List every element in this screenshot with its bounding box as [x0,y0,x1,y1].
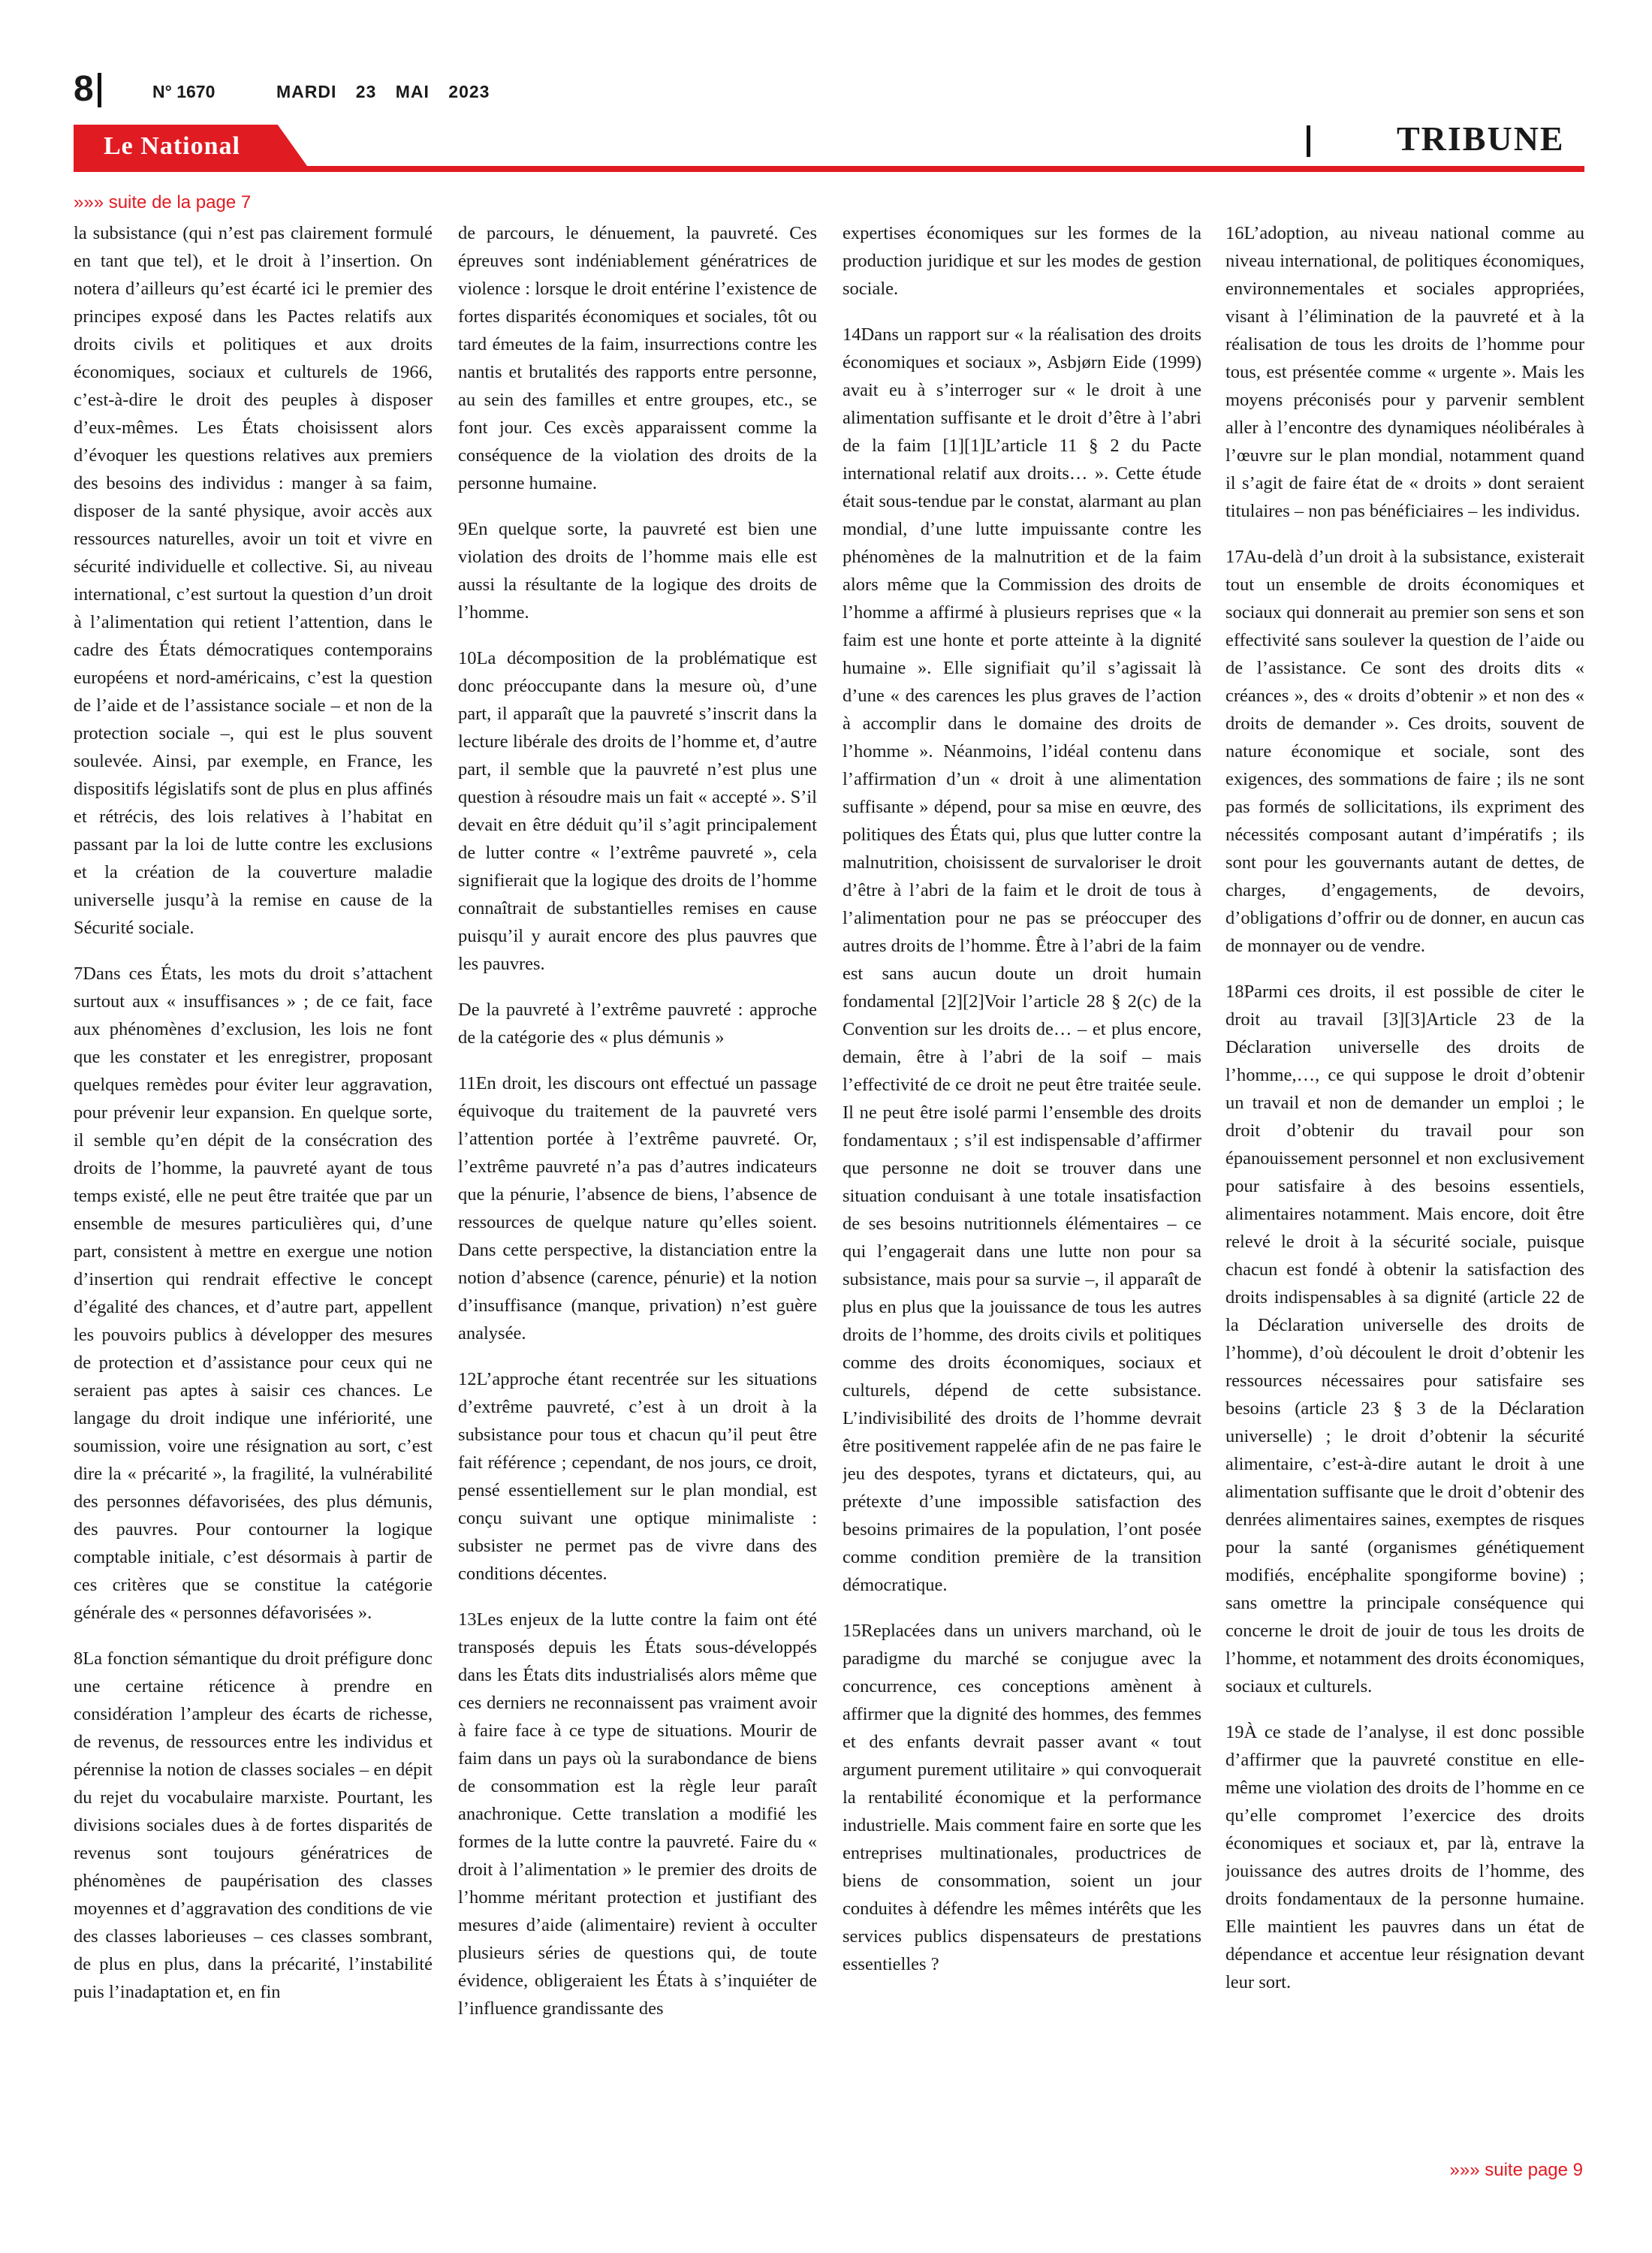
section-rubric: TRIBUNE [1397,119,1565,158]
paragraph: 16L’adoption, au niveau national comme au niveau international, de politiques économiques, environnementales et sociales appropriées, visant à l’élimination de la pauvreté et à la réalisation de tous les droits de l’homme pour tous, est présentée comme « urgente ». Mais les moyens préconisés pour y parvenir semblent aller à l’encontre des dynamiques néolibérales à l’œuvre sur le plan mondial, notamment quand il s’agit de faire état de « droits » dont seraient titulaires – non pas bénéficiaires – les individus. [1225,223,1584,521]
continued-from-link[interactable]: »»» suite de la page 7 [74,192,252,213]
paragraph: 9En quelque sorte, la pauvreté est bien une violation des droits de l’homme mais elle est aussi la résultante de la logique des droits de l’homme. [458,519,817,623]
issue-number: N° 1670 [152,82,216,101]
paragraph: 12L’approche étant recentrée sur les situations d’extrême pauvreté, c’est à un droit à la subsistance pour tous et chacun qu’il peut être fait référence ; cependant, de nos jours, ce droit, pensé essentiellement sur le plan mondial, est conçu suivant une optique minimaliste : subsister ne permet pas de vivre dans des conditions décentes. [458,1369,817,1584]
paragraph: la subsistance (qui n’est pas clairement formulé en tant que tel), et le droit à l’insertion. On notera d’ailleurs qu’est écarté ici le premier des principes exposé dans les Pactes relatifs aux droits civils et politiques et aux droits économiques, sociaux et culturels de 1966, c’est-à-dire le droit des peuples à disposer d’eux-mêmes. Les États choisissent alors d’évoquer les questions relatives aux premiers des besoins des individus : manger à sa faim, disposer de la santé physique, avoir accès aux ressources naturelles, avoir un toit et vivre en sécurité individuelle et collective. Si, au niveau international, c’est surtout la question d’un droit à l’alimentation qui retient l’attention, dans le cadre des États démocratiques contemporains européens et nord-américains, c’est la question de l’aide et de l’assistance sociale – et non de la protection sociale –, qui est le plus souvent soulevée. Ainsi, par exemple, en France, les dispositifs législatifs sont de plus en plus affinés et rétrécis, des lois relatives à l’habitat en passant par la loi de lutte contre les exclusions et la création de la couverture maladie universelle jusqu’à la remise en cause de la Sécurité sociale. [74,223,433,938]
paragraph: 10La décomposition de la problématique est donc préoccupante dans la mesure où, d’une part, il apparaît que la pauvreté s’inscrit dans la lecture libérale des droits de l’homme et, d’autre part, il semble que la pauvreté n’est plus une question à résoudre mais un fait « accepté ». S’il devait en être déduit qu’il s’agit principalement de lutter contre « l’extrême pauvreté », cela signifierait que la logique des droits de l’homme connaîtrait de substantielles remises en cause puisqu’il y aurait encore des plus pauvres que les pauvres. [458,648,817,974]
continued-to-link[interactable]: »»» suite page 9 [1449,2160,1583,2180]
article-body [74,219,1584,2153]
paragraph: 13Les enjeux de la lutte contre la faim ont été transposés depuis les États sous-développés dans les États dits industrialisés alors même que ces derniers ne reconnaissent pas vraiment avoir à faire face à ce type de situations. Mourir de faim dans un pays où la surabondance de biens de consommation est la règle leur paraît anachronique. Cette translation a modifié les formes de la lutte contre la pauvreté. Faire du « droit à l’alimentation » le premier des droits de l’homme méritant protection et justifiant des mesures d’aide (alimentaire) revient à occulter plusieurs séries de questions qui, de toute évidence, obligeraient les États à s’inquiéter de l’influence grandissante des [458,1609,817,2019]
column-2 [458,219,817,2153]
paragraph: 8La fonction sémantique du droit préfigure donc une certaine réticence à prendre en considération l’ampleur des écarts de richesse, de revenus, de ressources entre les individus et pérennise la notion de classes sociales – en dépit du rejet du vocabulaire marxiste. Pourtant, les divisions sociales dues à de fortes disparités de revenus sont toujours génératrices de phénomènes de paupérisation des classes moyennes et d’aggravation des conditions de vie des classes laborieuses – ces classes sombrant, de plus en plus, dans la précarité, l’instabilité puis l’inadaptation et, en fin [74,1648,433,2002]
page-number: 8 [74,69,94,109]
paragraph: 15Replacées dans un univers marchand, où le paradigme du marché se conjugue avec la concurrence, ces conceptions amènent à affirmer que la dignité des hommes, des femmes et des enfants devrait passer avant « tout argument purement utilitaire » qui convoquerait la rentabilité économique et la performance industrielle. Mais comment faire en sorte que les entreprises multinationales, productrices de biens de consommation, soient un jour conduites à défendre les mêmes intérêts que les services publics dispensateurs de prestations essentielles ? [843,1621,1201,1974]
rubric-divider [1307,125,1310,157]
paragraph: 19À ce stade de l’analyse, il est donc possible d’affirmer que la pauvreté constitue en elle-même une violation des droits de l’homme en ce qu’elle compromet l’exercice des droits économiques et sociaux et, par là, entrave la jouissance des autres droits de l’homme, des droits fondamentaux de la personne humaine. Elle maintient les pauvres dans un état de dépendance et accentue leur résignation devant leur sort. [1225,1722,1584,1992]
masthead [74,71,1583,116]
paragraph: 7Dans ces États, les mots du droit s’attachent surtout aux « insuffisances » ; de ce fait, face aux phénomènes d’exclusion, les lois ne font que les constater et les enregistrer, proposant quelques remèdes pour éviter leur aggravation, pour prévenir leur expansion. En quelque sorte, il semble qu’en dépit de la consécration des droits de l’homme, la pauvreté ayant de tous temps existé, elle ne peut être traitée que par un ensemble de mesures particulières qui, d’une part, consistent à mettre en exergue une notion d’insertion qui rendrait effective le concept d’égalité des chances, et d’autre part, appellent les pouvoirs publics à développer des mesures de protection et d’assistance pour ceux qui ne seraient pas aptes à saisir ces chances. Le langage du droit indique une infériorité, une soumission, voire une résignation au sort, c’est dire la « précarité », la fragilité, la vulnérabilité des personnes défavorisées, des plus démunis, des pauvres. Pour contourner la logique comptable initiale, c’est désormais à partir de ces critères que se constitue la catégorie générale des « personnes défavorisées ». [74,964,433,1623]
paragraph: 17Au-delà d’un droit à la subsistance, existerait tout un ensemble de droits économiques et sociaux qui donnerait au premier son sens et son effectivité sans soulever la question de l’aide ou de l’assistance. Ce sont des droits dits « créances », des « droits d’obtenir » et non des « droits de demander ». Ces droits, souvent de nature économique et sociale, sont des exigences, des sommations de faire ; ils ne sont pas formés de sollicitations, ils expriment des nécessités composant autant d’impératifs ; ils sont pour les gouvernants autant de dettes, de charges, d’engagements, de devoirs, d’obligations d’offrir ou de donner, en aucun cas de monnayer ou de vendre. [1225,547,1584,956]
section-subheading: De la pauvreté à l’extrême pauvreté : approche de la catégorie des « plus démunis » [458,1000,817,1048]
paragraph: expertises économiques sur les formes de la production juridique et sur les modes de gestion sociale. [843,223,1201,299]
paragraph: 11En droit, les discours ont effectué un passage équivoque du traitement de la pauvreté vers l’attention portée à l’extrême pauvreté. Or, l’extrême pauvreté n’a pas d’autres indicateurs que la pénurie, l’absence de biens, l’absence de ressources de quelque nature qu’elles soient. Dans cette perspective, la distanciation entre la notion d’absence (carence, pénurie) et la notion d’insuffisance (manque, privation) n’est guère analysée. [458,1073,817,1344]
paragraph: de parcours, le dénuement, la pauvreté. Ces épreuves sont indéniablement génératrices de violence : lorsque le droit entérine l’existence de fortes disparités économiques et sociales, tôt ou tard émeutes de la faim, insurrections contre les nantis et brutalités des rapports entre personne, au sein des familles et entre groupes, etc., se font jour. Ces excès apparaissent comme la conséquence de la violation des droits de la personne humaine. [458,223,817,493]
column-3 [843,219,1201,2153]
paragraph: 18Parmi ces droits, il est possible de citer le droit au travail [3][3]Article 23 de la Déclaration universelle des droits de l’homme,…, ce qui suppose le droit d’obtenir un travail et non de demander un emploi ; le droit d’obtenir du travail pour son épanouissement personnel et non exclusivement pour satisfaire à des besoins essentiels, alimentaires notamment. Mais encore, doit être relevé le droit à la sécurité sociale, puisque chacun est fondé à obtenir la satisfaction des droits indispensables à sa dignité (article 22 de la Déclaration universelle des droits de l’homme), d’où découlent le droit d’obtenir les ressources nécessaires pour satisfaire ses besoins (article 23 § 3 de la Déclaration universelle) ; le droit d’obtenir la sécurité alimentaire, c’est-à-dire autant le droit à une alimentation suffisante que le droit d’obtenir des denrées alimentaires saines, exemptes de risques pour la santé (organismes génétiquement modifiés, encéphalite spongiforme bovine) ; sans omettre la principale conséquence qui concerne le droit de jouir de tous les droits de l’homme, et notamment des droits économiques, sociaux et culturels. [1225,982,1584,1697]
issue-date: MARDI 23 MAI 2023 [276,82,490,101]
paragraph: 14Dans un rapport sur « la réalisation des droits économiques et sociaux », Asbjørn Eide (1999) avait eu à s’interroger sur « le droit à une alimentation suffisante et le droit d’être à l’abri de la faim [1][1]L’article 11 § 2 du Pacte international relatif aux droits… ». Cette étude était sous-tendue par le constat, alarmant au plan mondial, d’une lutte impuissante contre les phénomènes de la malnutrition et de la faim alors même que la Commission des droits de l’homme a affirmé à plusieurs reprises que « la faim est une honte et porte atteinte à la dignité humaine ». Elle signifiait qu’il s’agissait là d’une « des carences les plus graves de l’action à accomplir dans le domaine des droits de l’homme ». Néanmoins, l’idéal contenu dans l’affirmation d’un « droit à une alimentation suffisante » dépend, pour sa mise en œuvre, des politiques des États qui, plus que lutter contre la malnutrition, choisissent de survaloriser le droit d’être à l’abri de la faim et le droit de tous à l’alimentation pour ne pas se préoccuper des autres droits de l’homme. Être à l’abri de la faim est sans aucun doute un droit humain fondamental [2][2]Voir l’article 28 § 2(c) de la Convention sur les droits de… – et plus encore, demain, être à l’abri de la soif – mais l’effectivité de ce droit ne peut être traitée seule. Il ne peut être isolé parmi l’ensemble des droits fondamentaux ; s’il est indispensable d’affirmer que personne ne doit se trouver dans une situation conduisant à une totale insatisfaction de ses besoins nutritionnels élémentaires – ce qui l’engagerait dans une lutte non pour sa subsistance, mais pour sa survie –, il apparaît de plus en plus que la jouissance de tous les autres droits de l’homme, des droits civils et politiques comme des droits économiques, sociaux et culturels, dépend de cette subsistance. L’indivisibilité des droits de l’homme devrait être positivement rappelée afin de ne pas faire le jeu des despotes, tyrans et dictateurs, qui, au prétexte d’une impossible satisfaction des besoins primaires de la population, l’ont posée comme condition première de la transition démocratique. [843,324,1201,1595]
column-4 [1225,219,1584,2153]
page-number-divider [98,73,101,107]
newspaper-name: Le National [104,132,240,160]
column-1 [74,219,433,2153]
